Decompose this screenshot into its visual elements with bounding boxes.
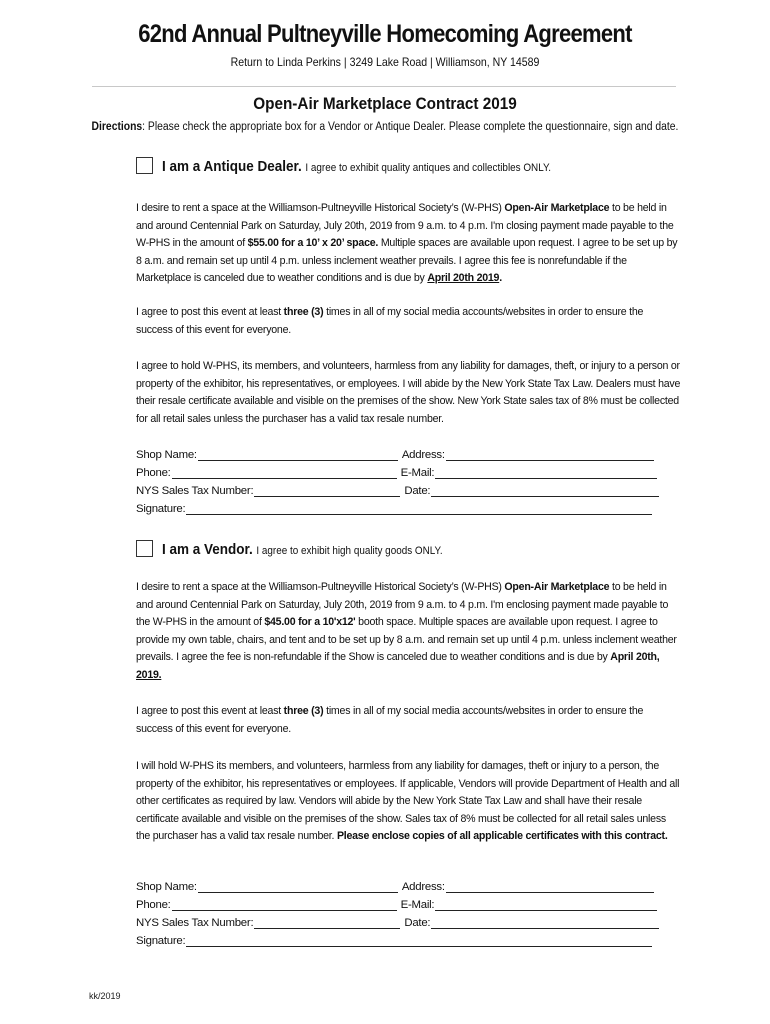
dealer-heading-note: I agree to exhibit quality antiques and collectibles ONLY. bbox=[305, 162, 552, 174]
vendor-phone-label: Phone: bbox=[136, 899, 171, 911]
dealer-p1-period: . bbox=[499, 272, 502, 285]
dealer-p1-fee: $55.00 for a 10’ x 20’ space. bbox=[247, 237, 379, 250]
vendor-paragraph-3 bbox=[136, 758, 681, 846]
dealer-signature-label: Signature: bbox=[136, 503, 186, 515]
vendor-p2-count: three (3) bbox=[283, 705, 324, 717]
vendor-tax-number-field[interactable] bbox=[254, 916, 400, 929]
dealer-phone-field[interactable] bbox=[172, 466, 397, 479]
directions bbox=[39, 121, 732, 133]
dealer-shop-name-label: Shop Name: bbox=[136, 449, 197, 461]
vendor-tax-number-label: NYS Sales Tax Number: bbox=[136, 917, 254, 929]
dealer-shop-name-field[interactable] bbox=[198, 448, 398, 461]
dealer-heading-label: I am a Antique Dealer. bbox=[162, 158, 302, 175]
dealer-p1-marketplace: Open-Air Marketplace bbox=[504, 202, 610, 214]
header-divider bbox=[92, 86, 676, 87]
vendor-signature-field[interactable] bbox=[186, 934, 652, 947]
dealer-date-label: Date: bbox=[404, 485, 431, 497]
directions-text: : Please check the appropriate box for a Vendor or Antique Dealer. Please complete the questionnaire, sign and date. bbox=[142, 121, 679, 133]
dealer-heading bbox=[136, 154, 681, 176]
dealer-tax-number-label: NYS Sales Tax Number: bbox=[136, 485, 254, 497]
vendor-paragraph-2 bbox=[136, 703, 681, 738]
vendor-p2-text: times in all of my social media accounts/websites in order to ensure the success of this event for everyone. bbox=[136, 705, 644, 735]
dealer-p2-text: times in all of my social media accounts/websites in order to ensure the success of this event for everyone. bbox=[136, 306, 644, 336]
vendor-p1-fee: $45.00 for a 10'x12' bbox=[264, 616, 356, 629]
dealer-form bbox=[136, 443, 681, 515]
dealer-p1-text: Multiple spaces are available upon request. I agree to be set up by 8 a.m. and remain set up until 4 p.m. unless inclement weather prevails. I agree this fee is nonrefundable if the Marketplace is canceled due to weather conditions and is due by bbox=[136, 237, 678, 285]
dealer-address-label: Address: bbox=[401, 449, 445, 461]
dealer-paragraph-1 bbox=[136, 200, 681, 288]
vendor-email-field[interactable] bbox=[435, 898, 657, 911]
vendor-p1-marketplace: Open-Air Marketplace bbox=[504, 581, 610, 593]
dealer-paragraph-2 bbox=[136, 304, 681, 339]
vendor-address-label: Address: bbox=[401, 881, 445, 893]
dealer-email-label: E-Mail: bbox=[400, 467, 435, 479]
dealer-p2-text: I agree to post this event at least bbox=[136, 306, 284, 318]
dealer-address-field[interactable] bbox=[446, 448, 654, 461]
dealer-checkbox[interactable] bbox=[136, 157, 153, 174]
vendor-form bbox=[136, 875, 681, 947]
dealer-p2-count: three (3) bbox=[283, 306, 324, 318]
vendor-p1-due-year: 2019. bbox=[136, 668, 162, 681]
dealer-p1-text: to be held in and around Centennial Park on Saturday, July 20th, 2019 from 9 a.m. to 4 p.m. I'm closing payment made payable to the W-PHS in the amount of bbox=[136, 202, 674, 250]
vendor-p1-text: I desire to rent a space at the Williamson-Pultneyville Historical Society’s (W-PHS) bbox=[136, 581, 505, 593]
vendor-checkbox[interactable] bbox=[136, 540, 153, 557]
vendor-p2-text: I agree to post this event at least bbox=[136, 705, 284, 717]
contract-title: Open-Air Marketplace Contract 2019 bbox=[253, 94, 517, 113]
vendor-heading-note: I agree to exhibit high quality goods ONLY. bbox=[256, 545, 443, 557]
dealer-tax-number-field[interactable] bbox=[254, 484, 400, 497]
vendor-shop-name-field[interactable] bbox=[198, 880, 398, 893]
vendor-email-label: E-Mail: bbox=[400, 899, 435, 911]
vendor-p1-due-date: April 20th, bbox=[610, 651, 660, 664]
document-title: 62nd Annual Pultneyville Homecoming Agreement bbox=[138, 20, 632, 48]
dealer-date-field[interactable] bbox=[431, 484, 659, 497]
vendor-date-field[interactable] bbox=[431, 916, 659, 929]
dealer-p1-due-date: April 20th 2019 bbox=[427, 272, 500, 285]
return-address: Return to Linda Perkins | 3249 Lake Road | Williamson, NY 14589 bbox=[230, 55, 540, 69]
antique-dealer-section bbox=[136, 154, 681, 176]
vendor-address-field[interactable] bbox=[446, 880, 654, 893]
vendor-p1-text: to be held in and around Centennial Park on Saturday, July 20th, 2019 from 9 a.m. to 4 p.m. I'm enclosing payment made payable to the W-PHS in the amount of bbox=[136, 581, 669, 629]
vendor-p3-certificates-note: Please enclose copies of all applicable certificates with this contract. bbox=[336, 830, 668, 843]
dealer-p3-text: I agree to hold W-PHS, its members, and volunteers, harmless from any liability for damages, theft, or injury to a person or property of the exhibitor, his representatives, or employees. I will abide by the New York State Tax Law. Dealers must have their resale certificate available and visible on the premises of the show. New York State sales tax of 8% must be collected for all retail sales unless the purchaser has a valid tax resale number. bbox=[136, 360, 681, 425]
footer-note: kk/2019 bbox=[89, 991, 121, 1001]
vendor-phone-field[interactable] bbox=[172, 898, 397, 911]
vendor-date-label: Date: bbox=[404, 917, 431, 929]
vendor-heading-label: I am a Vendor. bbox=[162, 541, 253, 558]
vendor-heading bbox=[136, 537, 681, 559]
dealer-p1-text: I desire to rent a space at the Williamson-Pultneyville Historical Society’s (W-PHS) bbox=[136, 202, 505, 214]
dealer-email-field[interactable] bbox=[435, 466, 657, 479]
dealer-paragraph-3 bbox=[136, 358, 681, 428]
dealer-signature-field[interactable] bbox=[186, 502, 652, 515]
vendor-signature-label: Signature: bbox=[136, 935, 186, 947]
vendor-shop-name-label: Shop Name: bbox=[136, 881, 197, 893]
dealer-phone-label: Phone: bbox=[136, 467, 171, 479]
vendor-paragraph-1 bbox=[136, 579, 681, 685]
vendor-section bbox=[136, 537, 681, 559]
vendor-p3-text: I will hold W-PHS its members, and volunteers, harmless from any liability for damages, theft or injury to a person, the property of the exhibitor, his representatives or employees. If applicable, Vendors will provide Department of Health and all other certificates as required by law. Vendors will abide by the New York State Tax Law and shall have their resale certificate available and visible on the premises of the show. Sales tax of 8% must be collected for all retail sales unless the purchaser has a valid tax resale number. bbox=[136, 760, 680, 843]
vendor-p1-text: booth space. Multiple spaces are available upon request. I agree to provide my own table, chairs, and tent and to be set up by 8 a.m. and remain set up until 4 p.m. unless inclement weather prevails. I agree the fee is non-refundable if the Show is canceled due to weather conditions and is due by bbox=[136, 616, 677, 664]
directions-label: Directions bbox=[91, 121, 143, 133]
